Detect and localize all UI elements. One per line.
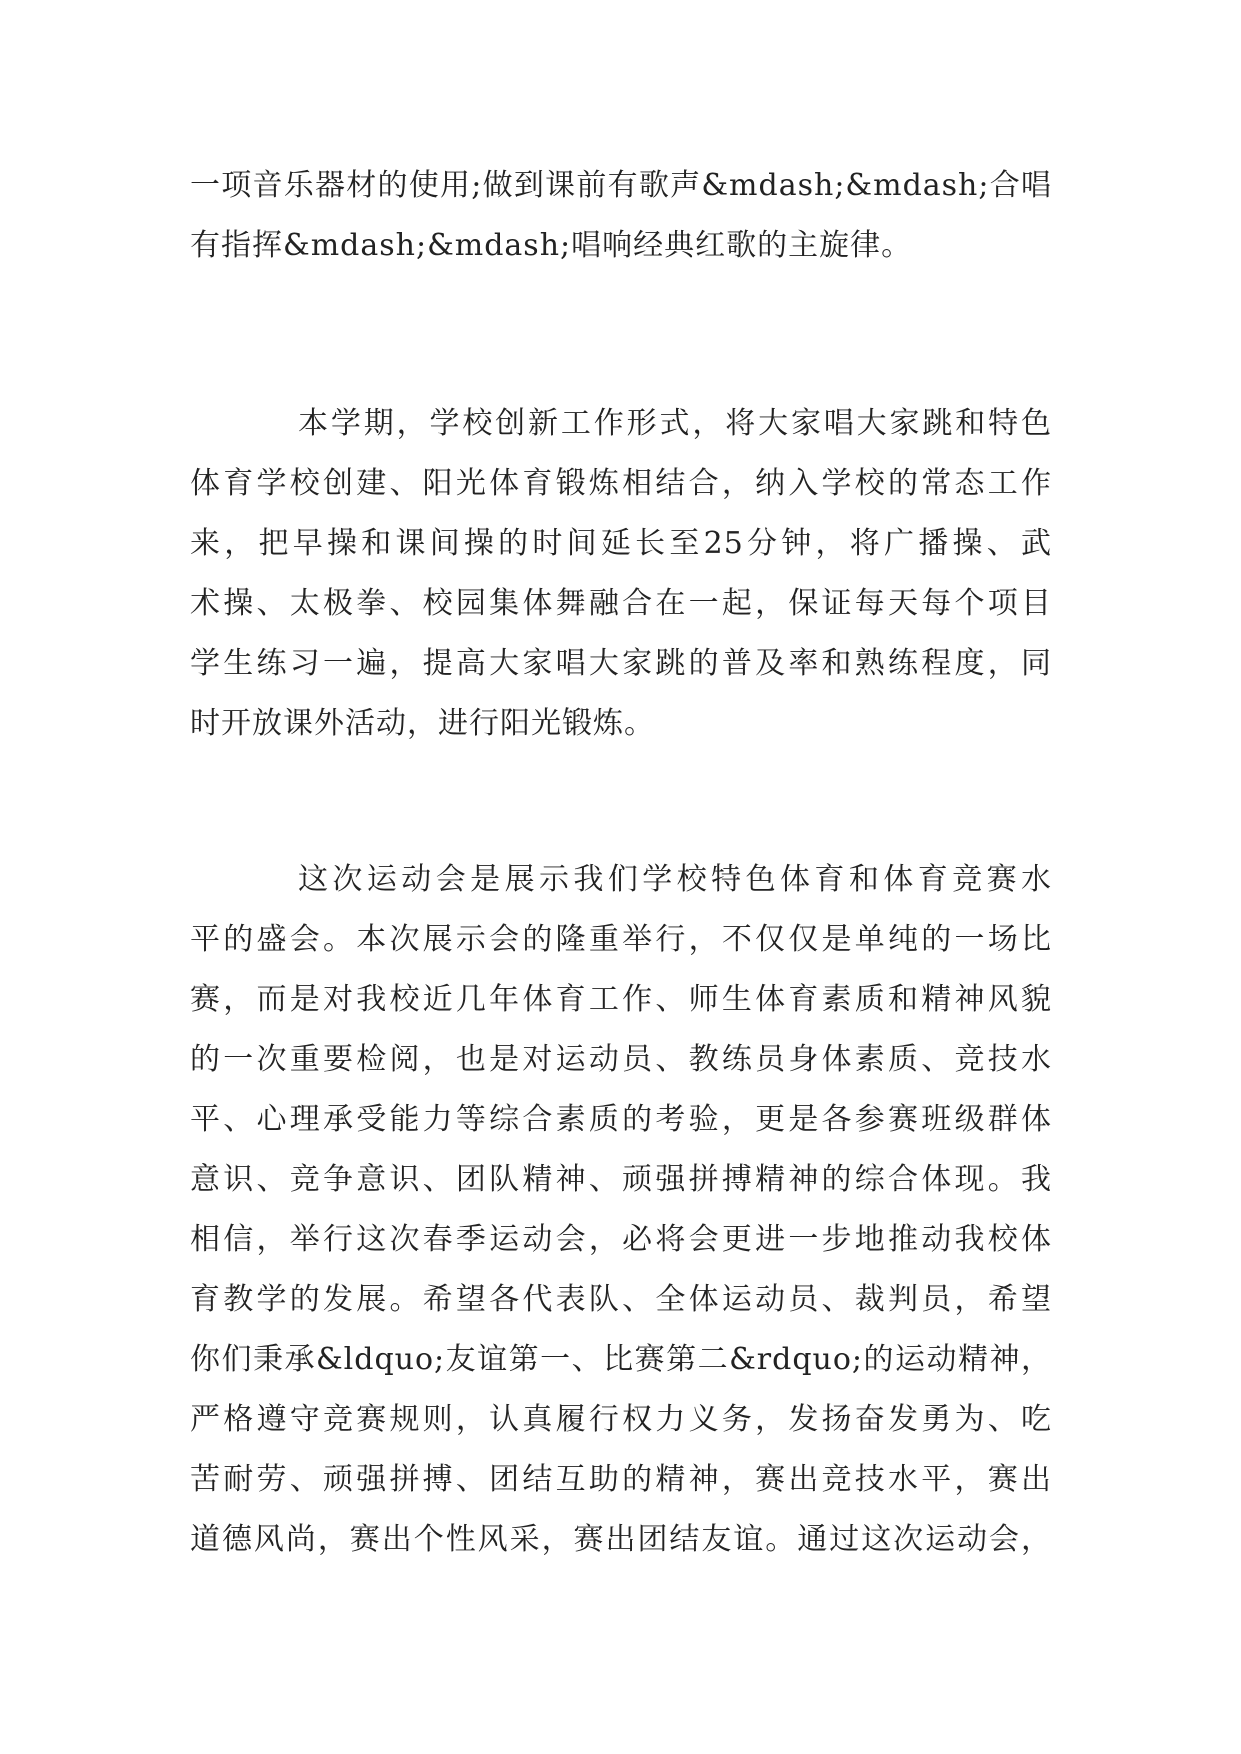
paragraph-sports-meet xyxy=(190,850,1052,1570)
text-line: 本学期，学校创新工作形式，将大家唱大家跳和特色 xyxy=(298,406,1052,441)
text-line: 学生练习一遍，提高大家唱大家跳的普及率和熟练程度，同 xyxy=(190,646,1052,681)
text-line: 平的盛会。本次展示会的隆重举行，不仅仅是单纯的一场比 xyxy=(190,922,1052,957)
text-line: 赛，而是对我校近几年体育工作、师生体育素质和精神风貌 xyxy=(190,982,1052,1017)
text-line: 术操、太极拳、校园集体舞融合在一起，保证每天每个项目 xyxy=(190,586,1052,621)
paragraph-music-equipment xyxy=(190,156,1052,276)
text-line: 体育学校创建、阳光体育锻炼相结合，纳入学校的常态工作 xyxy=(190,466,1052,501)
text-line: 平、心理承受能力等综合素质的考验，更是各参赛班级群体 xyxy=(190,1102,1052,1137)
text-line: 育教学的发展。希望各代表队、全体运动员、裁判员，希望 xyxy=(190,1282,1052,1317)
text-line: 相信，举行这次春季运动会，必将会更进一步地推动我校体 xyxy=(190,1222,1052,1257)
paragraph-semester-work xyxy=(190,394,1052,754)
text-line: 意识、竞争意识、团队精神、顽强拼搏精神的综合体现。我 xyxy=(190,1162,1052,1197)
text-line: 时开放课外活动，进行阳光锻炼。 xyxy=(190,706,655,741)
text-line: 严格遵守竞赛规则，认真履行权力义务，发扬奋发勇为、吃 xyxy=(190,1402,1052,1437)
text-line: 道德风尚，赛出个性风采，赛出团结友谊。通过这次运动会， xyxy=(190,1522,1052,1557)
text-line: 这次运动会是展示我们学校特色体育和体育竞赛水 xyxy=(298,862,1052,897)
text-line: 来，把早操和课间操的时间延长至25分钟，将广播操、武 xyxy=(190,526,1052,561)
text-line: 一项音乐器材的使用;做到课前有歌声&mdash;&mdash;合唱 xyxy=(190,168,1052,203)
text-line: 你们秉承&ldquo;友谊第一、比赛第二&rdquo;的运动精神， xyxy=(190,1342,1052,1377)
text-line: 有指挥&mdash;&mdash;唱响经典红歌的主旋律。 xyxy=(190,228,913,263)
text-line: 的一次重要检阅，也是对运动员、教练员身体素质、竞技水 xyxy=(190,1042,1052,1077)
text-line: 苦耐劳、顽强拼搏、团结互助的精神，赛出竞技水平，赛出 xyxy=(190,1462,1052,1497)
